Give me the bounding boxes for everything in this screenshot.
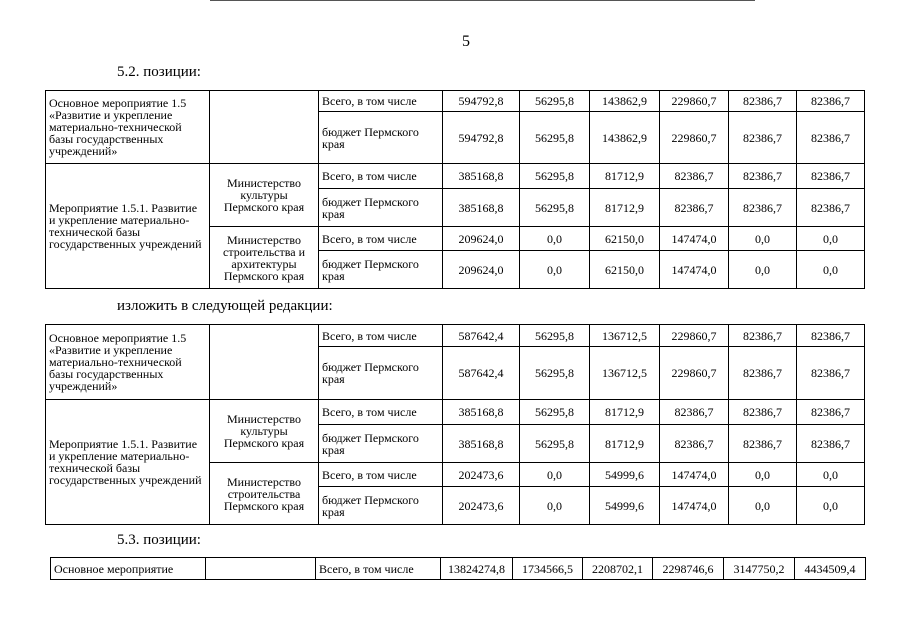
value-cell: 56295,8 [520,347,590,400]
value-cell: 56295,8 [520,325,590,347]
value-cell: 0,0 [729,251,797,289]
value-cell: 0,0 [797,463,865,487]
value-cell: 147474,0 [660,463,729,487]
executor-name [206,558,316,580]
value-cell: 0,0 [797,227,865,251]
value-cell: 0,0 [797,487,865,525]
value-cell: 82386,7 [729,425,797,463]
value-cell: 202473,6 [443,487,520,525]
page-number: 5 [462,33,470,50]
funding-source: бюджет Пермского края [319,189,443,227]
value-cell: 81712,9 [590,189,660,227]
table-row [51,558,866,580]
value-cell: 82386,7 [797,400,865,425]
executor-name: Министерство культуры Пермского края [210,400,319,463]
value-cell: 56295,8 [520,112,590,164]
value-cell: 82386,7 [729,112,797,164]
top-rule [210,0,755,1]
funding-source: бюджет Пермского края [319,251,443,289]
main-event-name: Основное мероприятие [51,558,206,580]
funding-source: Всего, в том числе [319,325,443,347]
value-cell: 82386,7 [660,189,729,227]
value-cell: 143862,9 [590,112,660,164]
value-cell: 82386,7 [660,425,729,463]
funding-source: бюджет Пермского края [319,112,443,164]
table-row [46,164,865,189]
value-cell: 136712,5 [590,347,660,400]
value-cell: 56295,8 [520,164,590,189]
value-cell: 56295,8 [520,400,590,425]
section-5-3-heading: 5.3. позиции: [117,532,201,548]
value-cell: 82386,7 [729,91,797,112]
value-cell: 587642,4 [443,347,520,400]
value-cell: 385168,8 [443,189,520,227]
value-cell: 82386,7 [660,400,729,425]
funding-source: Всего, в том числе [319,164,443,189]
value-cell: 62150,0 [590,251,660,289]
value-cell: 4434509,4 [795,558,866,580]
main-event-executor [210,325,319,400]
event-name: Мероприятие 1.5.1. Развитие и укрепление материально-технической базы государственных учреждений [46,164,210,289]
value-cell: 82386,7 [797,164,865,189]
value-cell: 229860,7 [660,91,729,112]
value-cell: 82386,7 [797,325,865,347]
value-cell: 0,0 [729,487,797,525]
value-cell: 2208702,1 [583,558,653,580]
value-cell: 147474,0 [660,227,729,251]
value-cell: 54999,6 [590,487,660,525]
value-cell: 56295,8 [520,189,590,227]
value-cell: 229860,7 [660,347,729,400]
value-cell: 81712,9 [590,425,660,463]
value-cell: 82386,7 [797,112,865,164]
funding-source: Всего, в том числе [319,227,443,251]
value-cell: 0,0 [729,227,797,251]
value-cell: 82386,7 [729,347,797,400]
value-cell: 229860,7 [660,325,729,347]
funding-source: Всего, в том числе [319,91,443,112]
funding-source: бюджет Пермского края [319,347,443,400]
value-cell: 82386,7 [729,325,797,347]
value-cell: 587642,4 [443,325,520,347]
event-name: Мероприятие 1.5.1. Развитие и укрепление материально-технической базы государственных учреждений [46,400,210,525]
main-event-name: Основное мероприятие 1.5 «Развитие и укрепление материально-технической базы государственных учреждений» [46,325,210,400]
value-cell: 62150,0 [590,227,660,251]
value-cell: 3147750,2 [724,558,795,580]
table-row [46,400,865,425]
value-cell: 82386,7 [729,400,797,425]
value-cell: 82386,7 [797,189,865,227]
value-cell: 56295,8 [520,425,590,463]
funding-source: Всего, в том числе [319,463,443,487]
value-cell: 202473,6 [443,463,520,487]
value-cell: 0,0 [520,227,590,251]
value-cell: 143862,9 [590,91,660,112]
value-cell: 82386,7 [797,347,865,400]
value-cell: 147474,0 [660,251,729,289]
value-cell: 229860,7 [660,112,729,164]
new-program-table [45,324,865,525]
funding-source: бюджет Пермского края [319,487,443,525]
value-cell: 385168,8 [443,425,520,463]
section-5-3-table [50,557,866,580]
value-cell: 0,0 [520,463,590,487]
value-cell: 209624,0 [443,251,520,289]
executor-name: Министерство культуры Пермского края [210,164,319,227]
replace-heading: изложить в следующей редакции: [117,298,333,314]
funding-source: Всего, в том числе [319,400,443,425]
value-cell: 147474,0 [660,487,729,525]
main-event-name: Основное мероприятие 1.5 «Развитие и укрепление материально-технической базы государственных учреждений» [46,91,210,164]
value-cell: 82386,7 [729,189,797,227]
value-cell: 594792,8 [443,91,520,112]
value-cell: 385168,8 [443,400,520,425]
main-event-executor [210,91,319,164]
value-cell: 0,0 [797,251,865,289]
funding-source: бюджет Пермского края [319,425,443,463]
old-program-table [45,90,865,289]
value-cell: 81712,9 [590,164,660,189]
value-cell: 385168,8 [443,164,520,189]
funding-source: Всего, в том числе [316,558,441,580]
value-cell: 0,0 [729,463,797,487]
value-cell: 81712,9 [590,400,660,425]
value-cell: 82386,7 [729,164,797,189]
value-cell: 0,0 [520,487,590,525]
table-row [46,325,865,347]
executor-name: Министерство строительства Пермского края [210,463,319,525]
value-cell: 54999,6 [590,463,660,487]
value-cell: 13824274,8 [441,558,513,580]
value-cell: 82386,7 [797,91,865,112]
value-cell: 209624,0 [443,227,520,251]
executor-name: Министерство строительства и архитектуры Пермского края [210,227,319,289]
value-cell: 136712,5 [590,325,660,347]
value-cell: 82386,7 [797,425,865,463]
value-cell: 594792,8 [443,112,520,164]
value-cell: 56295,8 [520,91,590,112]
value-cell: 2298746,6 [653,558,724,580]
value-cell: 0,0 [520,251,590,289]
table-row [46,91,865,112]
value-cell: 82386,7 [660,164,729,189]
value-cell: 1734566,5 [513,558,583,580]
section-5-2-heading: 5.2. позиции: [117,64,201,80]
